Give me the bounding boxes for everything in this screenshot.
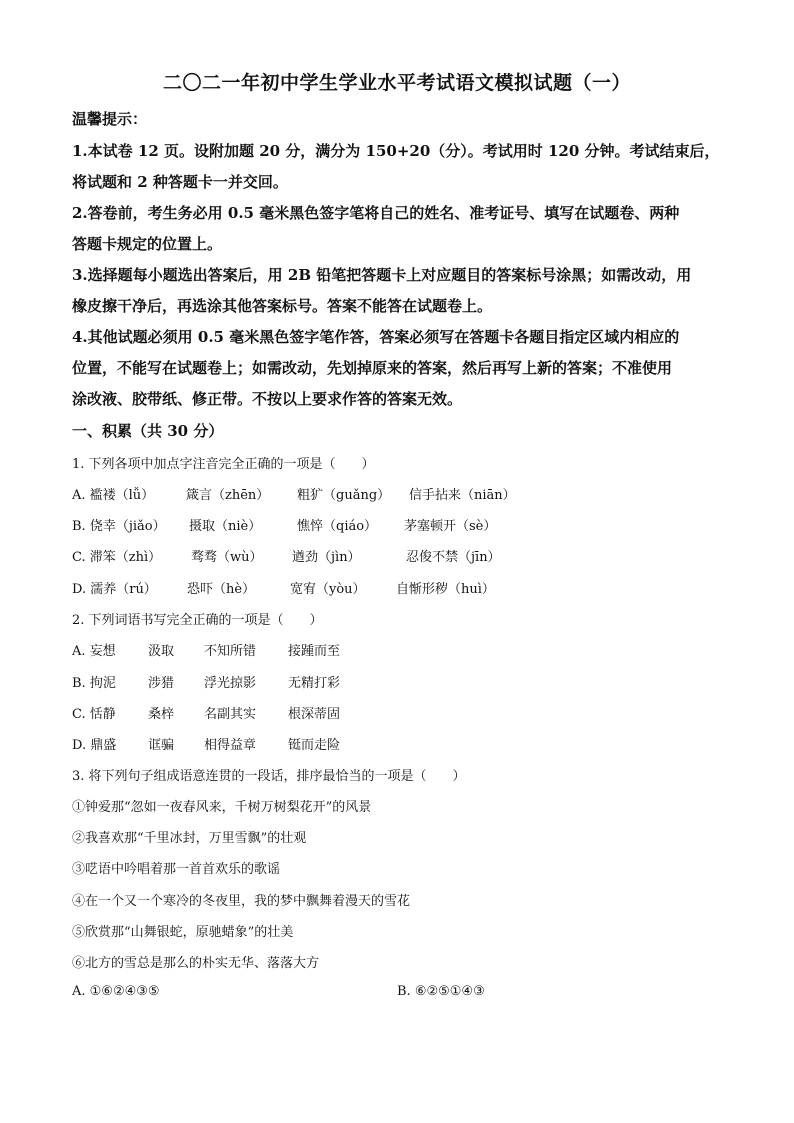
- q1-option-d-word1: D. 濡养（rú）: [72, 582, 157, 597]
- q1-option-b-word4: 茅塞顿开（sè）: [404, 519, 497, 534]
- q2-option-d-word2: 诓骗: [148, 738, 175, 753]
- q1-option-c-word4: 忍俊不禁（jīn）: [406, 550, 501, 565]
- q1-option-b-word1: B. 侥幸（jiǎo）: [72, 519, 166, 534]
- q3-option-a: A. ①⑥②④③⑤: [72, 984, 160, 999]
- q2-option-b-word1: B. 拘泥: [72, 676, 116, 691]
- q1-option-c-word3: 遒劲（jìn）: [292, 550, 361, 565]
- q2-option-d-word1: D. 鼎盛: [72, 738, 117, 753]
- q2-option-c-word3: 名副其实: [204, 707, 257, 722]
- notice-line: 1.本试卷 12 页。设附加题 20 分，满分为 150+20（分）。考试用时 120 分钟。考试结束后，: [72, 142, 720, 160]
- notice-line: 答题卡规定的位置上。: [72, 235, 223, 253]
- q2-option-d-word3: 相得益章: [204, 738, 257, 753]
- q1-option-a-word1: A. 褴褛（lǚ）: [72, 488, 155, 503]
- q1-option-a-word2: 箴言（zhēn）: [186, 488, 270, 503]
- q2-option-b-word3: 浮光掠影: [204, 676, 257, 691]
- notice-line: 将试题和 2 种答题卡一并交回。: [72, 173, 288, 191]
- notice-heading: 温馨提示：: [72, 110, 148, 128]
- question-1-stem: 1. 下列各项中加点字注音完全正确的一项是（ ）: [72, 457, 375, 472]
- q2-option-c-word1: C. 恬静: [72, 707, 116, 722]
- q1-option-b-word2: 摄取（niè）: [189, 519, 262, 534]
- q2-option-c-word2: 桑梓: [148, 707, 175, 722]
- section-heading: 一、积累（共 30 分）: [72, 422, 224, 440]
- q3-sentence: ④在一个又一个寒冷的冬夜里，我的梦中飘舞着漫天的雪花: [72, 894, 411, 909]
- q1-option-a-word3: 粗犷（guǎng）: [297, 488, 391, 503]
- notice-line: 2.答卷前，考生务必用 0.5 毫米黑色签字笔将自己的姓名、准考证号、填写在试题卷、两种: [72, 204, 680, 222]
- notice-line: 3.选择题每小题选出答案后，用 2B 铅笔把答题卡上对应题目的答案标号涂黑；如需改动，用: [72, 266, 692, 284]
- q3-sentence: ②我喜欢那“千里冰封，万里雪飘”的壮观: [72, 831, 307, 846]
- notice-line: 位置，不能写在试题卷上；如需改动，先划掉原来的答案，然后再写上新的答案；不准使用: [72, 359, 673, 377]
- q2-option-b-word2: 涉猎: [148, 676, 175, 691]
- q2-option-a-word2: 汲取: [148, 644, 175, 659]
- q3-sentence: ⑥北方的雪总是那么的朴实无华、落落大方: [72, 956, 320, 971]
- question-2-stem: 2. 下列词语书写完全正确的一项是（ ）: [72, 613, 323, 628]
- q2-option-d-word4: 铤而走险: [288, 738, 341, 753]
- q1-option-a-word4: 信手拈来（niān）: [409, 488, 516, 503]
- page-title: 二〇二一年初中学生学业水平考试语文模拟试题（一）: [162, 72, 631, 94]
- q1-option-c-word1: C. 滞笨（zhì）: [72, 550, 162, 565]
- q3-sentence: ⑤欣赏那“山舞银蛇，原驰蜡象”的壮美: [72, 925, 294, 940]
- notice-line: 4.其他试题必须用 0.5 毫米黑色签字笔作答，答案必须写在答题卡各题目指定区域内相应的: [72, 328, 680, 346]
- q1-option-d-word4: 自惭形秽（huì）: [396, 582, 495, 597]
- notice-line: 涂改液、胶带纸、修正带。不按以上要求作答的答案无效。: [72, 390, 463, 408]
- q1-option-d-word2: 恐吓（hè）: [187, 582, 256, 597]
- q1-option-c-word2: 骛骛（wù）: [191, 550, 263, 565]
- q3-sentence: ①钟爱那“忽如一夜春风来，千树万树梨花开”的风景: [72, 800, 372, 815]
- q2-option-a-word3: 不知所错: [204, 644, 257, 659]
- q1-option-d-word3: 宽宥（yòu）: [290, 582, 366, 597]
- q3-sentence: ③呓语中吟唱着那一首首欢乐的歌谣: [72, 862, 281, 877]
- q2-option-b-word4: 无精打彩: [288, 676, 341, 691]
- q2-option-c-word4: 根深蒂固: [288, 707, 341, 722]
- q2-option-a-word4: 接踵而至: [288, 644, 341, 659]
- notice-line: 橡皮擦干净后，再选涂其他答案标号。答案不能答在试题卷上。: [72, 297, 493, 315]
- question-3-stem: 3. 将下列句子组成语意连贯的一段话，排序最恰当的一项是（ ）: [72, 769, 466, 784]
- q3-option-b: B. ⑥②⑤①④③: [397, 984, 485, 999]
- q1-option-b-word3: 憔悴（qiáo）: [297, 519, 378, 534]
- q2-option-a-word1: A. 妄想: [72, 644, 116, 659]
